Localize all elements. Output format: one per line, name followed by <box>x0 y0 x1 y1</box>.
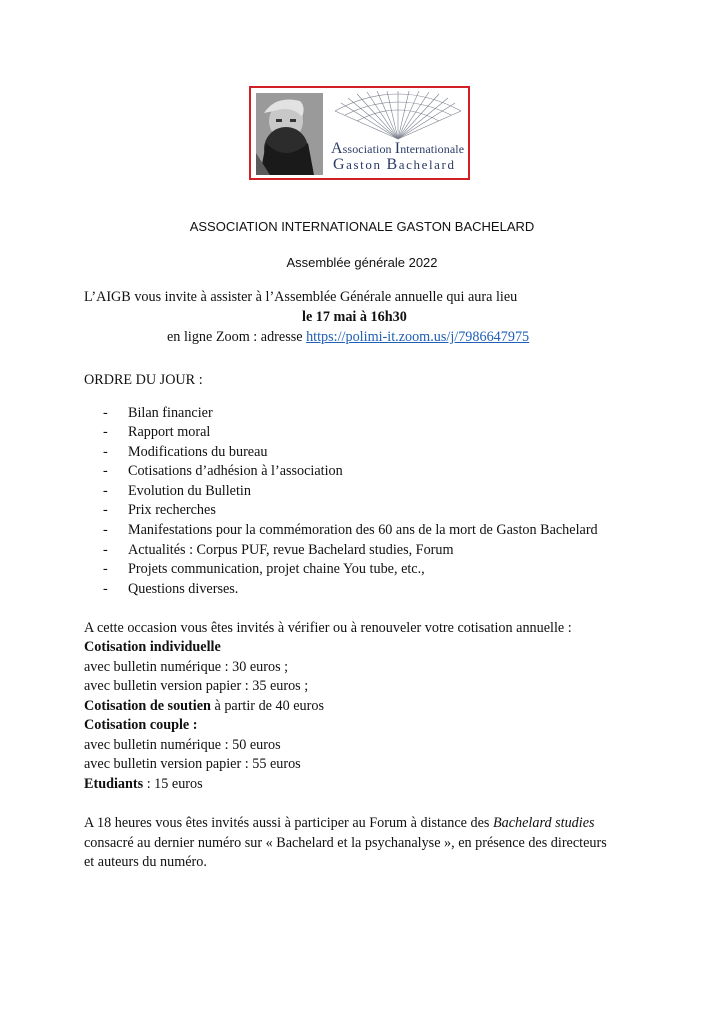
agenda-item: Rapport moral <box>128 424 211 440</box>
logo-line-2: Gaston Bachelard <box>333 156 456 173</box>
bullet: - <box>103 522 108 538</box>
bullet: - <box>103 424 108 440</box>
forum-line-1 <box>84 815 595 832</box>
agenda-item: Bilan financier <box>128 405 213 421</box>
document-subtitle: Assemblée générale 2022 <box>286 255 438 270</box>
portrait-photo <box>256 93 323 175</box>
cotisation-couple: Cotisation couple : <box>84 717 198 733</box>
soutien-amount: à partir de 40 euros <box>210 698 324 714</box>
agenda-item: Prix recherches <box>128 502 216 518</box>
couple-numerique: avec bulletin numérique : 50 euros <box>84 737 281 753</box>
cotisation-etudiants <box>84 776 203 793</box>
agenda-title: ORDRE DU JOUR : <box>84 372 203 388</box>
bullet: - <box>103 502 108 518</box>
bullet: - <box>103 405 108 421</box>
agenda-item: Modifications du bureau <box>128 444 268 460</box>
forum-line-3: et auteurs du numéro. <box>84 854 207 870</box>
meeting-date: le 17 mai à 16h30 <box>302 309 407 325</box>
association-logo <box>249 86 470 180</box>
bullet: - <box>103 444 108 460</box>
fan-logo-icon <box>333 91 463 141</box>
individuelle-numerique: avec bulletin numérique : 30 euros ; <box>84 659 289 675</box>
bullet: - <box>103 581 108 597</box>
bullet: - <box>103 542 108 558</box>
agenda-item: Actualités : Corpus PUF, revue Bachelard studies, Forum <box>128 542 454 558</box>
zoom-prefix: en ligne Zoom : adresse <box>167 329 307 345</box>
agenda-item: Projets communication, projet chaine You tube, etc., <box>128 561 425 577</box>
zoom-link[interactable]: https://polimi-it.zoom.us/j/7986647975 <box>306 329 530 345</box>
portrait-icon <box>256 93 323 175</box>
bullet: - <box>103 463 108 479</box>
individuelle-papier: avec bulletin version papier : 35 euros ; <box>84 678 309 694</box>
agenda-item: Questions diverses. <box>128 581 239 597</box>
soutien-label: Cotisation de soutien <box>84 698 211 714</box>
cotisation-individuelle: Cotisation individuelle <box>84 639 221 655</box>
bullet: - <box>103 483 108 499</box>
cotisation-soutien <box>84 698 324 715</box>
etudiants-label: Etudiants <box>84 776 144 792</box>
forum-line-2: consacré au dernier numéro sur « Bachelard et la psychanalyse », en présence des directeurs <box>84 835 607 851</box>
agenda-item: Evolution du Bulletin <box>128 483 251 499</box>
cotisation-intro: A cette occasion vous êtes invités à vérifier ou à renouveler votre cotisation annuelle : <box>84 620 572 636</box>
zoom-line <box>167 329 529 346</box>
agenda-item: Manifestations pour la commémoration des 60 ans de la mort de Gaston Bachelard <box>128 522 598 538</box>
organization-heading: ASSOCIATION INTERNATIONALE GASTON BACHELARD <box>189 219 535 234</box>
agenda-item: Cotisations d’adhésion à l’association <box>128 463 343 479</box>
invite-line: L’AIGB vous invite à assister à l’Assemblée Générale annuelle qui aura lieu <box>84 289 518 305</box>
bullet: - <box>103 561 108 577</box>
forum-text: A 18 heures vous êtes invités aussi à participer au Forum à distance des <box>84 815 493 831</box>
couple-papier: avec bulletin version papier : 55 euros <box>84 756 301 772</box>
bachelard-studies-title: Bachelard studies <box>492 815 595 831</box>
logo-line-1: Association Internationale <box>331 140 465 157</box>
etudiants-amount: : 15 euros <box>143 776 203 792</box>
